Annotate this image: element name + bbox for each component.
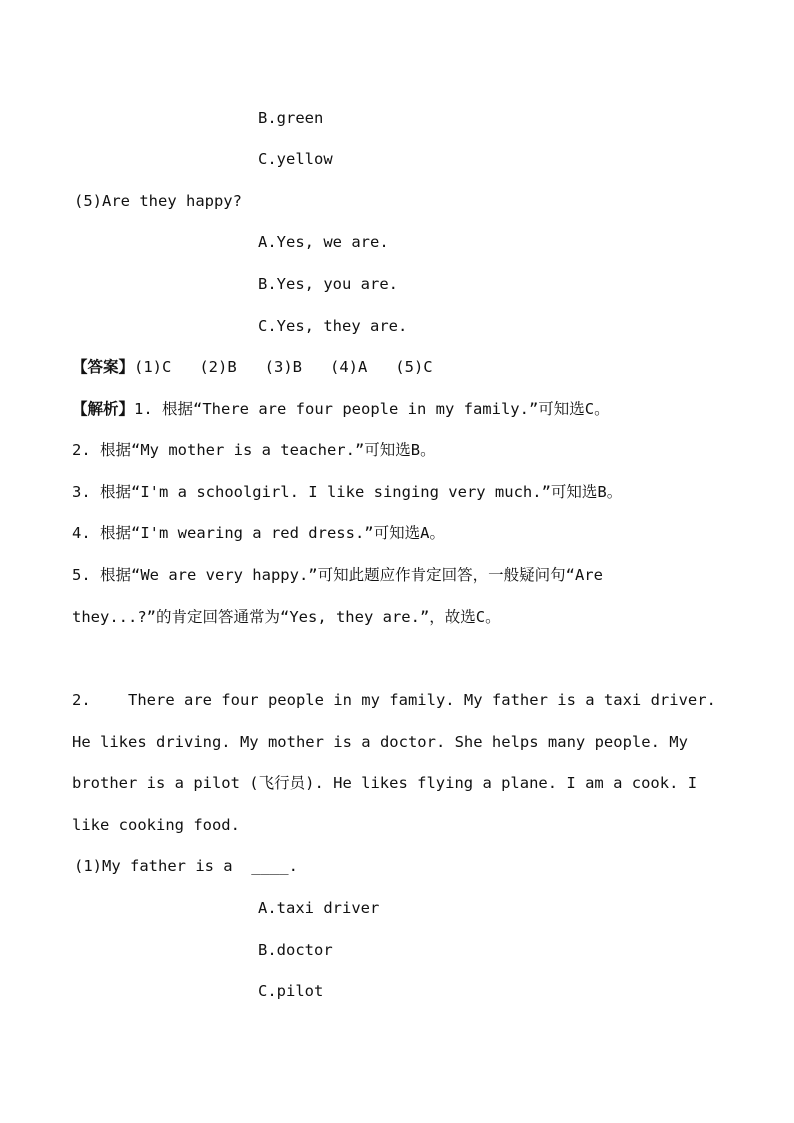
answer-text: (1)C (2)B (3)B (4)A (5)C <box>134 358 433 376</box>
analysis-text-1: 1. 根据“There are four people in my family.”可知选C。 <box>134 400 610 418</box>
question-5-option-b: B.Yes, you are. <box>258 275 398 293</box>
analysis-label: 【解析】 <box>72 400 135 418</box>
question-1-option-b: B.doctor <box>258 941 333 959</box>
passage-line-2: He likes driving. My mother is a doctor. She helps many people. My <box>72 733 688 751</box>
analysis-line-6: they...?”的肯定回答通常为“Yes, they are.”，故选C。 <box>72 608 501 626</box>
analysis-line-4: 4. 根据“I'm wearing a red dress.”可知选A。 <box>72 524 445 542</box>
answer-line <box>72 357 433 377</box>
question-1: (1)My father is a ____. <box>74 857 298 875</box>
option-c-yellow: C.yellow <box>258 150 333 168</box>
question-5-option-a: A.Yes, we are. <box>258 233 389 251</box>
analysis-line-5: 5. 根据“We are very happy.”可知此题应作肯定回答，一般疑问句“Are <box>72 566 603 584</box>
analysis-line-2: 2. 根据“My mother is a teacher.”可知选B。 <box>72 441 436 459</box>
passage-line-4: like cooking food. <box>72 816 240 834</box>
analysis-line-3: 3. 根据“I'm a schoolgirl. I like singing very much.”可知选B。 <box>72 483 623 501</box>
option-b-green: B.green <box>258 109 324 127</box>
question-5: (5)Are they happy? <box>74 192 242 210</box>
analysis-line-1 <box>72 399 610 419</box>
passage-line-3: brother is a pilot (飞行员). He likes flying a plane. I am a cook. I <box>72 774 698 792</box>
question-5-option-c: C.Yes, they are. <box>258 317 408 335</box>
answer-label: 【答案】 <box>72 358 135 376</box>
question-1-option-a: A.taxi driver <box>258 899 380 917</box>
passage-line-1: 2. There are four people in my family. My father is a taxi driver. <box>72 691 716 709</box>
question-1-option-c: C.pilot <box>258 982 324 1000</box>
